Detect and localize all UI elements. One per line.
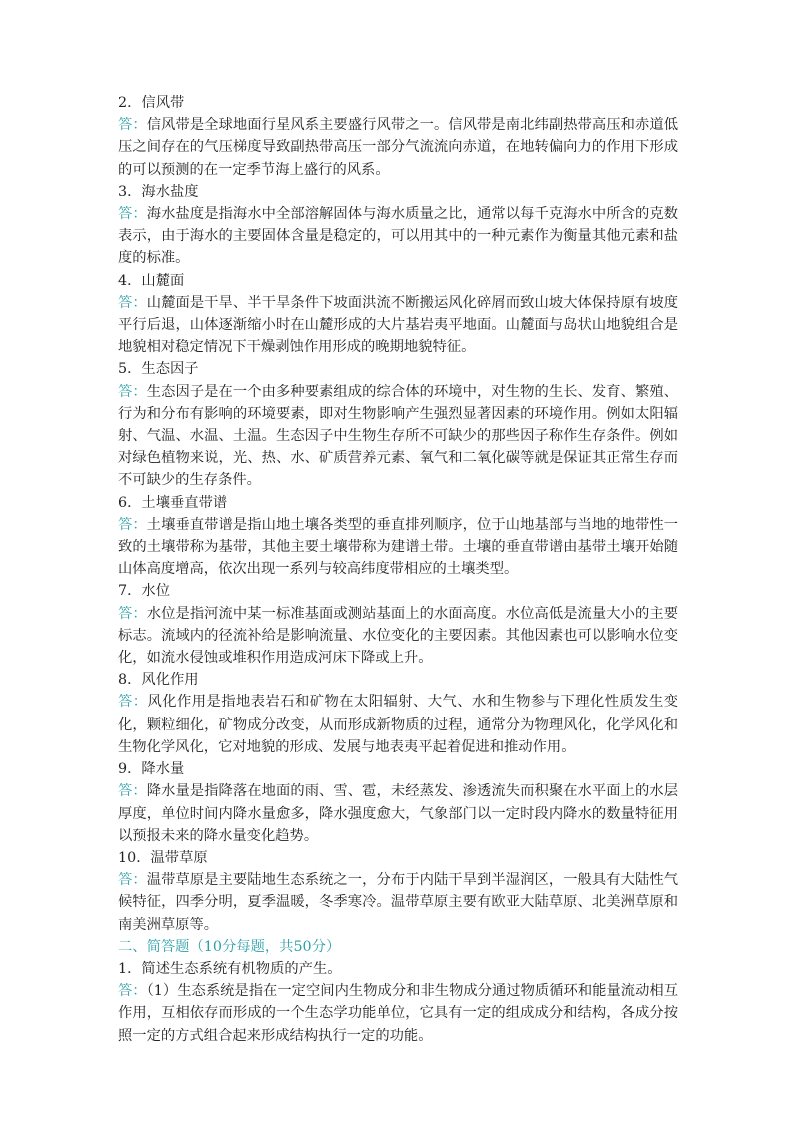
question-title: 6．土壤垂直带谱 xyxy=(118,494,228,511)
answer-label: 答： xyxy=(118,516,147,533)
answer-text: 生态因子是在一个由多种要素组成的综合体的环境中，对生物的生长、发育、繁殖、行为和分布有影响的环境要素，即对生物影响产生强烈显著因素的环境作用。例如太阳辐射、气温、水温、土温。生态因子中生物生存所不可缺少的那些因子称作生存条件。例如对绿色植物来说，光、热、水、矿质营养元素、氧气和二氧化碳等就是保证其正常生存而不可缺少的生存条件。 xyxy=(118,383,679,489)
question-title: 8．风化作用 xyxy=(118,672,199,689)
answer-paragraph xyxy=(118,980,678,1047)
question-title: 2．信风带 xyxy=(118,95,185,111)
question-title: 4．山麓面 xyxy=(118,272,185,289)
answer-paragraph xyxy=(118,203,678,270)
answer-label: 答： xyxy=(118,117,147,134)
question-title: 7．水位 xyxy=(118,583,170,600)
answer-label: 答： xyxy=(118,605,147,622)
answer-paragraph xyxy=(118,691,678,758)
answer-text: 水位是指河流中某一标准基面或测站基面上的水面高度。水位高低是流量大小的主要标志。流域内的径流补给是影响流量、水位变化的主要因素。其他因素也可以影响水位变化，如流水侵蚀或堆积作用造成河床下降或上升。 xyxy=(118,605,679,667)
answer-text: （1）生态系统是指在一定空间内生物成分和非生物成分通过物质循环和能量流动相互作用，互相依存而形成的一个生态学功能单位，它具有一定的组成成分和结构，各成分按照一定的方式组合起来形成结构执行一定的功能。 xyxy=(118,983,678,1044)
section-heading: 二、简答题（10分每题，共50分） xyxy=(118,938,341,955)
answer-paragraph xyxy=(118,114,678,181)
answer-label: 答： xyxy=(118,783,147,800)
answer-text: 山麓面是干旱、半干旱条件下坡面洪流不断搬运风化碎屑而致山坡大体保持原有坡度平行后退，山体逐渐缩小时在山麓形成的大片基岩夷平地面。山麓面与岛状山地貌组合是地貌相对稳定情况下干燥剥蚀作用形成的晚期地貌特征。 xyxy=(118,294,679,356)
answer-text: 土壤垂直带谱是指山地土壤各类型的垂直排列顺序，位于山地基部与当地的地带性一致的土壤带称为基带，其他主要土壤带称为建谱土带。土壤的垂直带谱由基带土壤开始随山体高度增高，依次出现一系列与较高纬度带相应的土壤类型。 xyxy=(118,516,679,578)
answer-paragraph xyxy=(118,603,678,670)
answer-paragraph xyxy=(118,780,678,847)
answer-text: 风化作用是指地表岩石和矿物在太阳辐射、大气、水和生物参与下理化性质发生变化，颗粒细化，矿物成分改变，从而形成新物质的过程，通常分为物理风化，化学风化和生物化学风化，它对地貌的形成、发展与地表夷平起着促进和推动作用。 xyxy=(118,694,678,755)
answer-label: 答： xyxy=(118,294,147,311)
answer-label: 答： xyxy=(118,694,148,711)
question-title: 3．海水盐度 xyxy=(118,183,199,200)
answer-text: 信风带是全球地面行星风系主要盛行风带之一。信风带是南北纬副热带高压和赤道低压之间存在的气压梯度导致副热带高压一部分气流流向赤道，在地转偏向力的作用下形成的可以预测的在一定季节海上盛行的风系。 xyxy=(118,117,679,178)
answer-label: 答： xyxy=(118,872,147,889)
answer-paragraph xyxy=(118,869,678,936)
question-title: 9．降水量 xyxy=(118,761,185,778)
question-title: 10．温带草原 xyxy=(118,849,208,866)
question-title: 1．简述生态系统有机物质的产生。 xyxy=(118,960,342,977)
answer-text: 海水盐度是指海水中全部溶解固体与海水质量之比，通常以每千克海水中所含的克数表示，由于海水的主要固体含量是稳定的，可以用其中的一种元素作为衡量其他元素和盐度的标准。 xyxy=(118,206,679,267)
answer-text: 降水量是指降落在地面的雨、雪、雹，未经蒸发、渗透流失而积聚在水平面上的水层厚度，单位时间内降水量愈多，降水强度愈大，气象部门以一定时段内降水的数量特征用以预报未来的降水量变化趋势。 xyxy=(118,783,679,844)
document-page xyxy=(118,92,678,1047)
question-title: 5．生态因子 xyxy=(118,361,199,378)
answer-paragraph xyxy=(118,381,678,492)
answer-label: 答： xyxy=(118,206,147,223)
answer-label: 答： xyxy=(118,383,147,400)
answer-paragraph xyxy=(118,292,678,359)
answer-label: 答： xyxy=(118,983,147,1000)
answer-paragraph xyxy=(118,514,678,581)
answer-text: 温带草原是主要陆地生态系统之一，分布于内陆干旱到半湿润区，一般具有大陆性气候特征，四季分明，夏季温暖，冬季寒冷。温带草原主要有欧亚大陆草原、北美洲草原和南美洲草原等。 xyxy=(118,872,679,933)
